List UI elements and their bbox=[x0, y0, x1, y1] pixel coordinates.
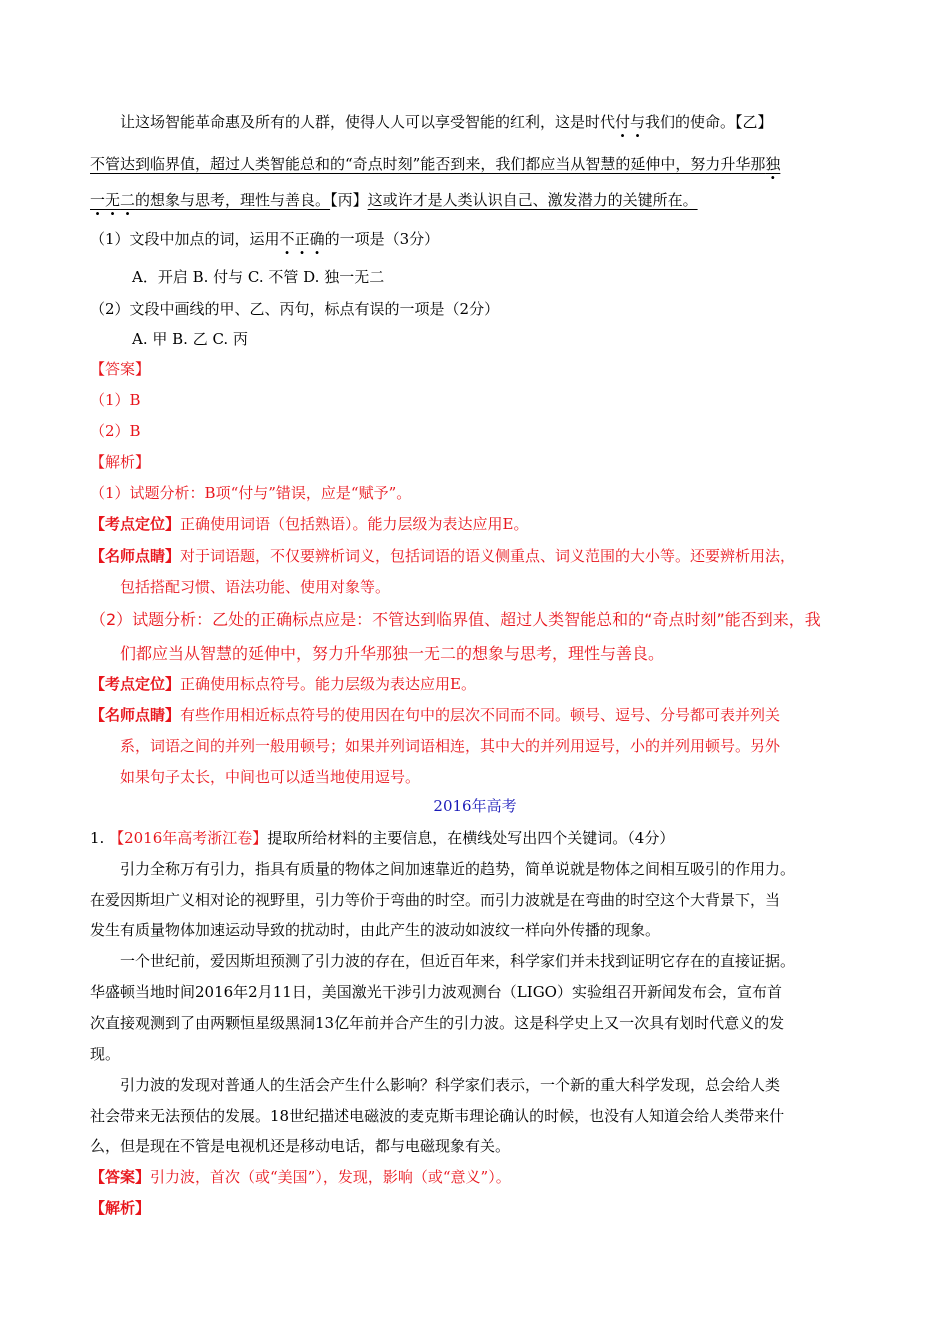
analysis-2: （2）试题分析：乙处的正确标点应是：不管达到临界值、超过人类智能总和的“奇点时刻”能否到来，我 bbox=[90, 610, 821, 629]
mingshi-1: 【名师点睛】对于词语题，不仅要辨析词义，包括词语的语义侧重点、词义范围的大小等。还要辨析用法， bbox=[90, 547, 796, 565]
analysis-label: 【解析】 bbox=[90, 1199, 151, 1217]
question-2-options: A. 甲 B. 乙 C. 丙 bbox=[132, 330, 248, 348]
dotted-char: 付 bbox=[615, 113, 631, 131]
answer-3: 【答案】引力波，首次（或“美国”），发现，影响（或“意义”）。 bbox=[90, 1168, 511, 1186]
material-p2: 一个世纪前，爱因斯坦预测了引力波的存在，但近百年来，科学家们并未找到证明它存在的直接证据。 bbox=[120, 952, 796, 970]
dotted-char: 独 bbox=[765, 155, 781, 173]
question-1-options: A．开启 B. 付与 C. 不管 D. 独一无二 bbox=[132, 268, 385, 286]
material-p1: 在爱因斯坦广义相对论的视野里，引力等价于弯曲的时空。而引力波就是在弯曲的时空这个大背景下，当 bbox=[90, 891, 781, 909]
dotted-char: 与 bbox=[630, 113, 646, 131]
question-1: （1）文段中加点的词，运用不正确的一项是（3分） bbox=[90, 230, 440, 248]
material-p1: 发生有质量物体加速运动导致的扰动时，由此产生的波动如波纹一样向外传播的现象。 bbox=[90, 921, 661, 939]
dotted-char: 确 bbox=[309, 230, 325, 248]
analysis-2-cont: 们都应当从智慧的延伸中，努力升华那独一无二的想象与思考，理性与善良。 bbox=[120, 644, 665, 663]
answer-label: 【答案】 bbox=[90, 360, 151, 378]
dotted-char: 无 bbox=[105, 191, 121, 209]
passage-line-3: 一无二的想象与思考，理性与善良。【丙】这或许才是人类认识自己、激发潜力的关键所在。 bbox=[90, 191, 698, 209]
dotted-char: 正 bbox=[294, 230, 310, 248]
mingshi-2-cont: 系，词语之间的并列一般用顿号；如果并列词语相连，其中大的并列用逗号，小的并列用顿号。另外 bbox=[120, 737, 781, 755]
underlined-sentence-bing: 这或许才是人类认识自己、激发潜力的关键所在。 bbox=[367, 191, 698, 209]
answer-1: （1）B bbox=[90, 391, 141, 409]
material-p3: 引力波的发现对普通人的生活会产生什么影响？科学家们表示，一个新的重大科学发现，总会给人类 bbox=[120, 1076, 781, 1094]
dotted-char: 一 bbox=[90, 191, 106, 209]
dotted-char: 不 bbox=[279, 230, 295, 248]
material-p2: 现。 bbox=[90, 1045, 121, 1063]
mingshi-2-cont: 如果句子太长，中间也可以适当地使用逗号。 bbox=[120, 768, 421, 786]
question-2: （2）文段中画线的甲、乙、丙句，标点有误的一项是（2分） bbox=[90, 300, 500, 318]
answer-2: （2）B bbox=[90, 422, 141, 440]
material-p1: 引力全称万有引力，指具有质量的物体之间加速靠近的趋势，简单说就是物体之间相互吸引的作用力。 bbox=[120, 860, 796, 878]
section-title: 2016年高考 bbox=[433, 797, 517, 815]
mingshi-1-cont: 包括搭配习惯、语法功能、使用对象等。 bbox=[120, 578, 391, 596]
analysis-1: （1）试题分析：B项“付与”错误，应是“赋予”。 bbox=[90, 484, 412, 502]
passage-line-1: 让这场智能革命惠及所有的人群，使得人人可以享受智能的红利，这是时代付与我们的使命。【乙】 bbox=[120, 113, 773, 131]
mingshi-2: 【名师点睛】有些作用相近标点符号的使用因在句中的层次不同而不同。顿号、逗号、分号都可表并列关 bbox=[90, 706, 781, 724]
dotted-char: 二 bbox=[120, 191, 136, 209]
analysis-label: 【解析】 bbox=[90, 453, 151, 471]
kaodian-1: 【考点定位】正确使用词语（包括熟语）。能力层级为表达应用E。 bbox=[90, 515, 529, 533]
material-p2: 次直接观测到了由两颗恒星级黑洞13亿年前并合产生的引力波。这是科学史上又一次具有划时代意义的发 bbox=[90, 1014, 785, 1032]
underlined-sentence-yi: 不管达到临界值，超过人类智能总和的“奇点时刻”能否到来，我们都应当从智慧的延伸中，努力升华那 bbox=[90, 155, 766, 173]
kaodian-2: 【考点定位】正确使用标点符号。能力层级为表达应用E。 bbox=[90, 675, 476, 693]
question-3: 1. 【2016年高考浙江卷】提取所给材料的主要信息，在横线处写出四个关键词。（4分） bbox=[90, 829, 675, 847]
material-p2: 华盛顿当地时间2016年2月11日，美国激光干涉引力波观测台（LIGO）实验组召开新闻发布会，宣布首 bbox=[90, 983, 782, 1001]
passage-line-2 bbox=[90, 153, 780, 175]
question-source: 【2016年高考浙江卷】 bbox=[109, 829, 268, 847]
material-p3: 么，但是现在不管是电视机还是移动电话，都与电磁现象有关。 bbox=[90, 1137, 511, 1155]
material-p3: 社会带来无法预估的发展。18世纪描述电磁波的麦克斯韦理论确认的时候，也没有人知道会给人类带来什 bbox=[90, 1107, 785, 1125]
